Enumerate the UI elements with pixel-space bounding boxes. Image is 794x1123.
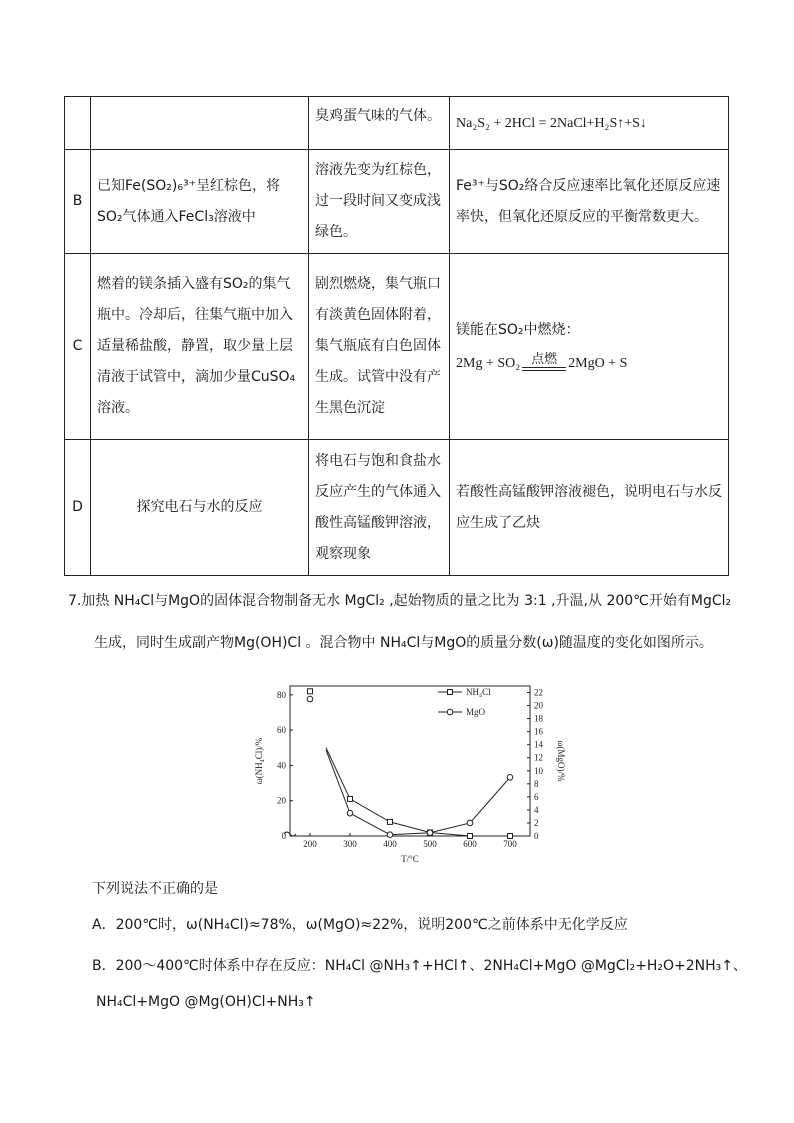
row-label	[65, 97, 91, 150]
conclusion-text: 镁能在SO₂中燃烧：	[456, 321, 580, 338]
mgo-point	[307, 696, 313, 702]
conclusion-cell: Fe³⁺与SO₂络合反应速率比氧化还原反应速率快，但氧化还原反应的平衡常数更大。	[450, 150, 729, 254]
plot-frame	[290, 686, 530, 836]
y-right-tick-label: 0	[534, 831, 539, 841]
equals-line	[522, 367, 566, 371]
y-left-axis-label: ω(NH₄Cl)/%	[254, 737, 264, 785]
conclusion-cell: Na₂S₂ + 2HCl = 2NaCl+H₂S↑+S↓	[450, 97, 729, 150]
mgo-point	[347, 810, 353, 816]
x-tick-label: 400	[383, 839, 397, 849]
x-tick-label: 300	[343, 839, 357, 849]
y-left-tick-label: 60	[277, 725, 286, 736]
operation-cell: 燃着的镁条插入盛有SO₂的集气瓶中。冷却后，往集气瓶中加入适量稀盐酸，静置，取少量上层清液于试管中，滴加少量CuSO₄溶液。	[91, 254, 309, 440]
nh4cl-point	[468, 834, 473, 839]
reaction-equation	[456, 348, 722, 379]
x-axis-label: T/°C	[401, 854, 419, 864]
y-right-tick-label: 14	[534, 739, 543, 750]
y-right-tick-label: 2	[534, 817, 539, 828]
phenomenon-cell: 将电石与饱和食盐水反应产生的气体通入酸性高锰酸钾溶液，观察现象	[309, 440, 450, 576]
equation-arrow	[522, 353, 566, 379]
y-right-tick-label: 6	[534, 791, 539, 802]
operation-cell: 已知Fe(SO₂)₆³⁺呈红棕色，将SO₂气体通入FeCl₃溶液中	[91, 150, 309, 254]
phenomenon-cell: 溶液先变为红棕色，过一段时间又变成浅绿色。	[309, 150, 450, 254]
mgo-point	[507, 775, 513, 781]
nh4cl-point	[308, 689, 313, 694]
row-label: B	[65, 150, 91, 254]
mgo-point	[387, 832, 393, 838]
x-tick-label: 200	[303, 839, 317, 849]
phenomenon-cell: 剧烈燃烧，集气瓶口有淡黄色固体附着，集气瓶底有白色固体生成。试管中没有产生黑色沉淀	[309, 254, 450, 440]
equation-condition: 点燃	[531, 351, 558, 367]
series-line-nh4cl	[326, 748, 510, 836]
legend-label: MgO	[466, 707, 486, 717]
option-b-line2: NH₄Cl+MgO @Mg(OH)Cl+NH₃↑	[96, 994, 316, 1010]
table-row	[65, 254, 729, 440]
y-right-axis-label: ω(MgO)/%	[556, 740, 566, 782]
y-right-tick-label: 22	[534, 687, 543, 698]
row-label: C	[65, 254, 91, 440]
question-prompt: 下列说法不正确的是	[92, 881, 218, 897]
x-tick-label: 700	[503, 839, 517, 849]
nh4cl-point	[508, 834, 513, 839]
x-tick-label: 600	[463, 839, 477, 849]
equation-right: 2MgO + S	[568, 355, 628, 371]
operation-cell: 探究电石与水的反应	[91, 440, 309, 576]
series-line-mgo	[326, 750, 510, 835]
temperature-chart	[250, 676, 566, 866]
row-label: D	[65, 440, 91, 576]
legend-marker-circle	[447, 709, 453, 715]
experiment-table	[64, 96, 729, 576]
y-left-tick-label: 0	[281, 831, 286, 841]
option-b-line1: B．200～400℃时体系中存在反应：NH₄Cl @NH₃↑+HCl↑、2NH₄Cl+MgO @MgCl₂+H₂O+2NH₃↑、	[92, 958, 747, 974]
legend-marker-square	[448, 690, 453, 695]
nh4cl-point	[388, 819, 393, 824]
nh4cl-point	[348, 796, 353, 801]
legend-label: NH₄Cl	[466, 687, 491, 697]
question-stem-line2: 生成，同时生成副产物Mg(OH)Cl 。混合物中 NH₄Cl与MgO的质量分数(ω)随温度的变化如图所示。	[94, 635, 713, 651]
y-right-tick-label: 12	[534, 752, 543, 763]
option-a: A．200℃时，ω(NH₄Cl)≈78%，ω(MgO)≈22%，说明200℃之前体系中无化学反应	[92, 917, 628, 933]
y-left-tick-label: 20	[277, 795, 286, 806]
y-right-tick-label: 20	[534, 700, 543, 711]
y-right-tick-label: 4	[534, 804, 539, 815]
table-row	[65, 440, 729, 576]
y-left-tick-label: 80	[277, 689, 286, 700]
operation-cell	[91, 97, 309, 150]
table-row	[65, 150, 729, 254]
phenomenon-cell: 臭鸡蛋气味的气体。	[309, 97, 450, 150]
y-right-tick-label: 18	[534, 713, 543, 724]
mgo-point	[467, 820, 473, 826]
question-stem-line1: 7.加热 NH₄Cl与MgO的固体混合物制备无水 MgCl₂ ,起始物质的量之比为 3:1 ,升温,从 200℃开始有MgCl₂	[68, 593, 732, 609]
conclusion-cell: 若酸性高锰酸钾溶液褪色，说明电石与水反应生成了乙炔	[450, 440, 729, 576]
x-tick-label: 500	[423, 839, 437, 849]
conclusion-cell	[450, 254, 729, 440]
y-right-tick-label: 16	[534, 726, 543, 737]
y-right-tick-label: 10	[534, 765, 543, 776]
equation-left: 2Mg + SO₂	[456, 355, 521, 371]
mgo-point	[427, 830, 433, 836]
table-row	[65, 97, 729, 150]
y-right-tick-label: 8	[534, 778, 539, 789]
y-left-tick-label: 40	[277, 760, 286, 771]
